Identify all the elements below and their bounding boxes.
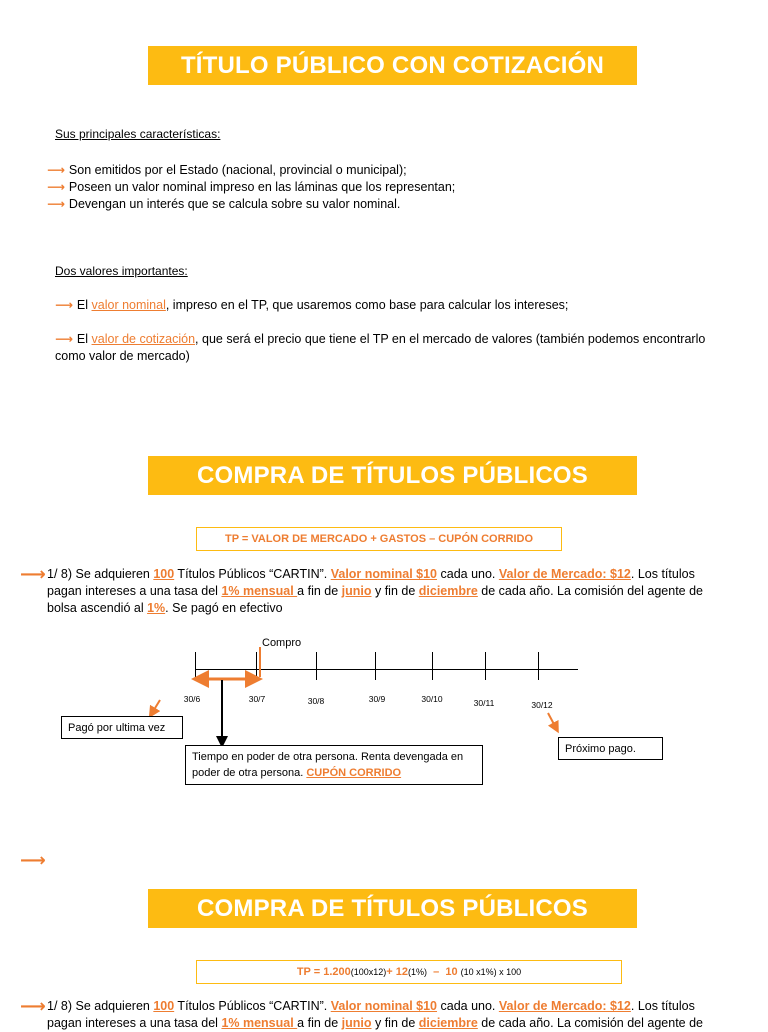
bullet-2: ⟶ Poseen un valor nominal impreso en las láminas que los representan; — [47, 180, 456, 194]
formula-box: TP = VALOR DE MERCADO + GASTOS – CUPÓN CORRIDO — [196, 527, 562, 551]
date-label: 30/12 — [531, 700, 553, 710]
date-label: 30/9 — [368, 694, 386, 704]
date-label: 30/11 — [473, 698, 495, 708]
section1-subheading: Sus principales características: — [55, 127, 221, 141]
date-label: 30/7 — [248, 694, 266, 704]
arrow-right-icon: ⟶ — [47, 180, 65, 194]
section2-title: COMPRA DE TÍTULOS PÚBLICOS — [197, 461, 588, 489]
section3-title-banner — [148, 889, 637, 928]
problem2-line-2: pagan intereses a una tasa del 1% mensual a fin de junio y fin de diciembre de cada año. La comisión del agente de — [47, 1016, 703, 1030]
arrow-right-icon: ⟶ — [20, 850, 46, 870]
arrow-to-last-payment-icon — [152, 700, 160, 713]
bullet-1: ⟶ Son emitidos por el Estado (nacional, provincial o municipal); — [47, 163, 407, 177]
valor-nominal-item: ⟶ El valor nominal, impreso en el TP, que usaremos como base para calcular los intereses; — [55, 298, 569, 312]
date-label: 30/6 — [183, 694, 201, 704]
date-label: 30/10 — [421, 694, 443, 704]
date-label: 30/8 — [307, 696, 325, 706]
section1-title: TÍTULO PÚBLICO CON COTIZACIÓN — [180, 51, 605, 79]
arrow-right-icon: ⟶ — [55, 332, 73, 346]
formula-box-2: TP = 1.200 (100x12) + 12 (1%) – 10 (10 x1%) x 100 — [196, 960, 622, 984]
arrow-right-icon: ⟶ — [47, 163, 65, 177]
bullet-3: ⟶ Devengan un interés que se calcula sobre su valor nominal. — [47, 197, 401, 211]
section3-title: COMPRA DE TÍTULOS PÚBLICOS — [197, 894, 588, 922]
problem-line-1: 1/ 8) Se adquieren 100 Títulos Públicos “CARTIN”. Valor nominal $10 cada uno. Valor de Mercado: $12. Los títulos — [47, 567, 695, 581]
arrow-right-icon: ⟶ — [55, 298, 73, 312]
compro-label: Compro — [262, 637, 302, 649]
problem2-line-1: 1/ 8) Se adquieren 100 Títulos Públicos “CARTIN”. Valor nominal $10 cada uno. Valor de Mercado: $12. Los títulos — [47, 999, 695, 1013]
section1-subheading-2: Dos valores importantes: — [55, 264, 188, 278]
valor-cotizacion-item: ⟶ El valor de cotización, que será el precio que tiene el TP en el mercado de valores (también podemos encontrarlo — [55, 332, 706, 346]
valor-cotizacion-line2: como valor de mercado) — [55, 349, 190, 363]
last-payment-box: Pagó por ultima vez — [61, 716, 183, 739]
next-payment-box: Próximo pago. — [558, 737, 663, 760]
arrow-to-next-payment-icon — [548, 713, 556, 728]
arrow-right-icon: ⟶ — [20, 564, 46, 584]
problem-line-3: bolsa ascendió al 1%. Se pagó en efectivo — [47, 601, 283, 615]
cupon-corrido-box: Tiempo en poder de otra persona. Renta devengada en poder de otra persona. CUPÓN CORRIDO — [185, 745, 483, 785]
arrow-right-icon: ⟶ — [20, 996, 46, 1016]
arrow-right-icon: ⟶ — [47, 197, 65, 211]
problem-line-2: pagan intereses a una tasa del 1% mensual a fin de junio y fin de diciembre de cada año. La comisión del agente de — [47, 584, 703, 598]
